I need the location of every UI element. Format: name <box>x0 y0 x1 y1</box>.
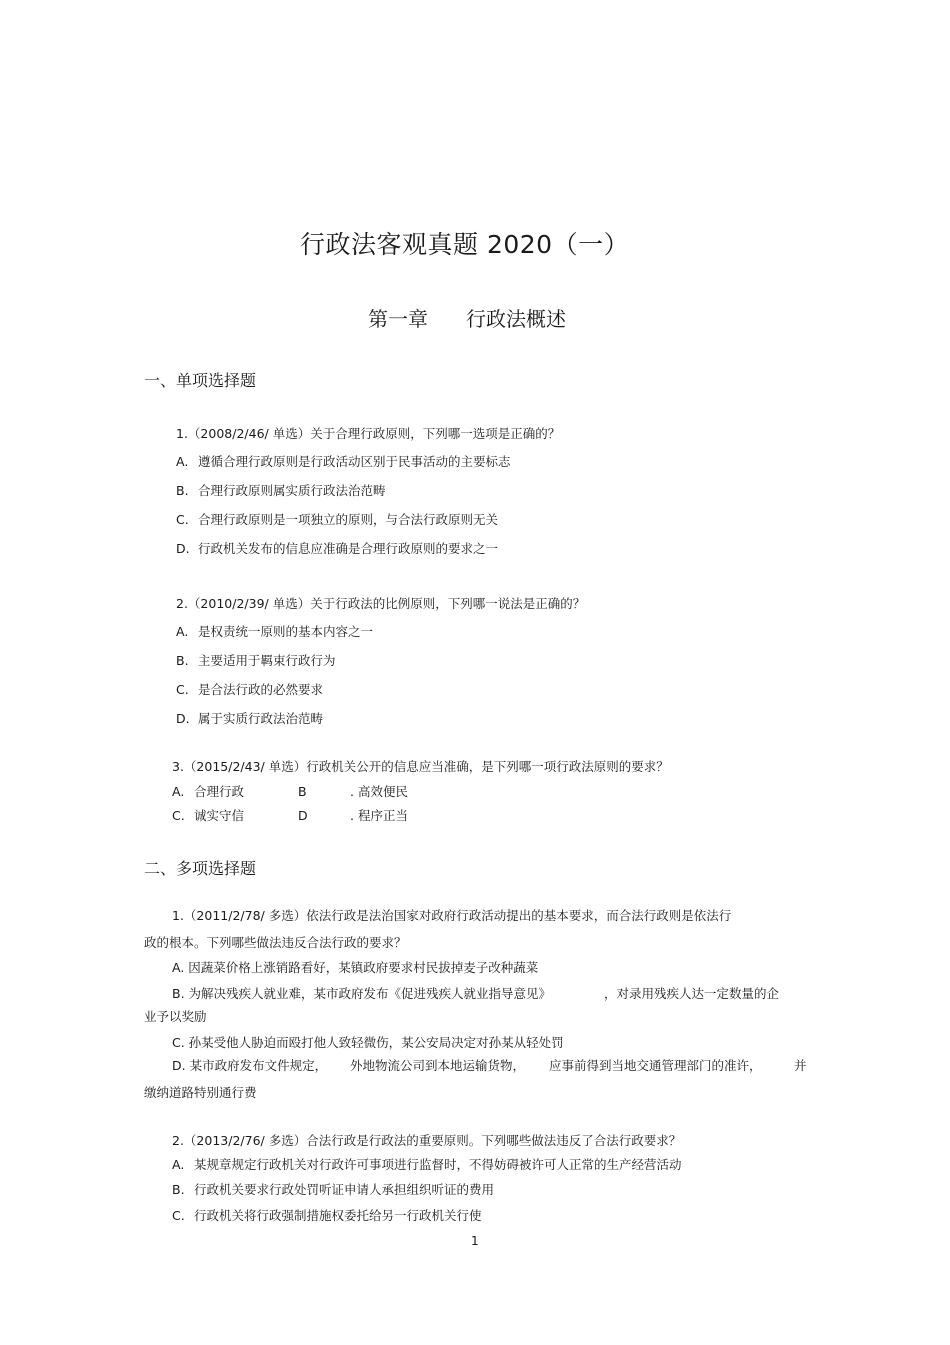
answer-option: B. 为解决残疾人就业难，某市政府发布《促进残疾人就业指导意见》 <box>172 986 552 1001</box>
question-stem-continuation: 政的根本。下列哪些做法违反合法行政的要求？ <box>144 935 407 950</box>
answer-option-continuation: 并 <box>794 1058 807 1073</box>
section-heading-multi: 二、多项选择题 <box>144 859 257 878</box>
answer-option-continuation: 外地物流公司到本地运输货物， <box>350 1058 526 1073</box>
chapter-label: 第一章 <box>368 307 428 331</box>
answer-option: D. 行政机关发布的信息应准确是合理行政原则的要求之一 <box>176 541 499 556</box>
answer-option-continuation: 应事前得到当地交通管理部门的准许， <box>549 1058 762 1073</box>
question-stem: 1.（2011/2/78/ 多选）依法行政是法治国家对政府行政活动提出的基本要求，而合法行政则是依法行 <box>172 908 732 923</box>
answer-option: B . 高效便民 <box>298 784 408 799</box>
answer-option-continuation: ，对录用残疾人达一定数量的企 <box>604 986 780 1001</box>
section-heading-single: 一、单项选择题 <box>144 371 257 390</box>
answer-option: A. 某规章规定行政机关对行政许可事项进行监督时，不得妨碍被许可人正常的生产经营活动 <box>172 1157 682 1172</box>
document-title: 行政法客观真题 2020（一） <box>300 230 630 259</box>
question-stem: 2.（2010/2/39/ 单选）关于行政法的比例原则，下列哪一说法是正确的？ <box>176 596 586 611</box>
answer-option: A. 因蔬菜价格上涨销路看好，某镇政府要求村民拔掉麦子改种蔬菜 <box>172 960 539 975</box>
page-number: 1 <box>471 1234 479 1248</box>
question-stem: 1.（2008/2/46/ 单选）关于合理行政原则，下列哪一选项是正确的？ <box>176 426 561 441</box>
answer-option: D . 程序正当 <box>298 808 408 823</box>
answer-option: C. 孙某受他人胁迫而殴打他人致轻微伤，某公安局决定对孙某从轻处罚 <box>172 1035 564 1050</box>
answer-option: A. 是权责统一原则的基本内容之一 <box>176 624 374 639</box>
answer-option: C. 行政机关将行政强制措施权委托给另一行政机关行使 <box>172 1208 482 1223</box>
answer-option: D. 属于实质行政法治范畴 <box>176 711 324 726</box>
answer-option: B. 行政机关要求行政处罚听证申请人承担组织听证的费用 <box>172 1182 495 1197</box>
question-stem: 2.（2013/2/76/ 多选）合法行政是行政法的重要原则。下列哪些做法违反了合法行政要求？ <box>172 1133 682 1148</box>
answer-option: C. 合理行政原则是一项独立的原则，与合法行政原则无关 <box>176 512 499 527</box>
answer-option: C. 是合法行政的必然要求 <box>176 682 324 697</box>
answer-option: A. 遵循合理行政原则是行政活动区别于民事活动的主要标志 <box>176 454 511 469</box>
answer-option: B. 主要适用于羁束行政行为 <box>176 653 336 668</box>
answer-option: A. 合理行政 <box>172 784 245 799</box>
answer-option: D. 某市政府发布文件规定， <box>172 1058 328 1073</box>
answer-option-continuation: 业予以奖励 <box>144 1009 207 1024</box>
answer-option: B. 合理行政原则属实质行政法治范畴 <box>176 483 386 498</box>
answer-option-continuation: 缴纳道路特别通行费 <box>144 1085 257 1100</box>
question-stem: 3.（2015/2/43/ 单选）行政机关公开的信息应当准确，是下列哪一项行政法原则的要求？ <box>172 759 669 774</box>
answer-option: C. 诚实守信 <box>172 808 245 823</box>
chapter-name: 行政法概述 <box>466 307 566 331</box>
